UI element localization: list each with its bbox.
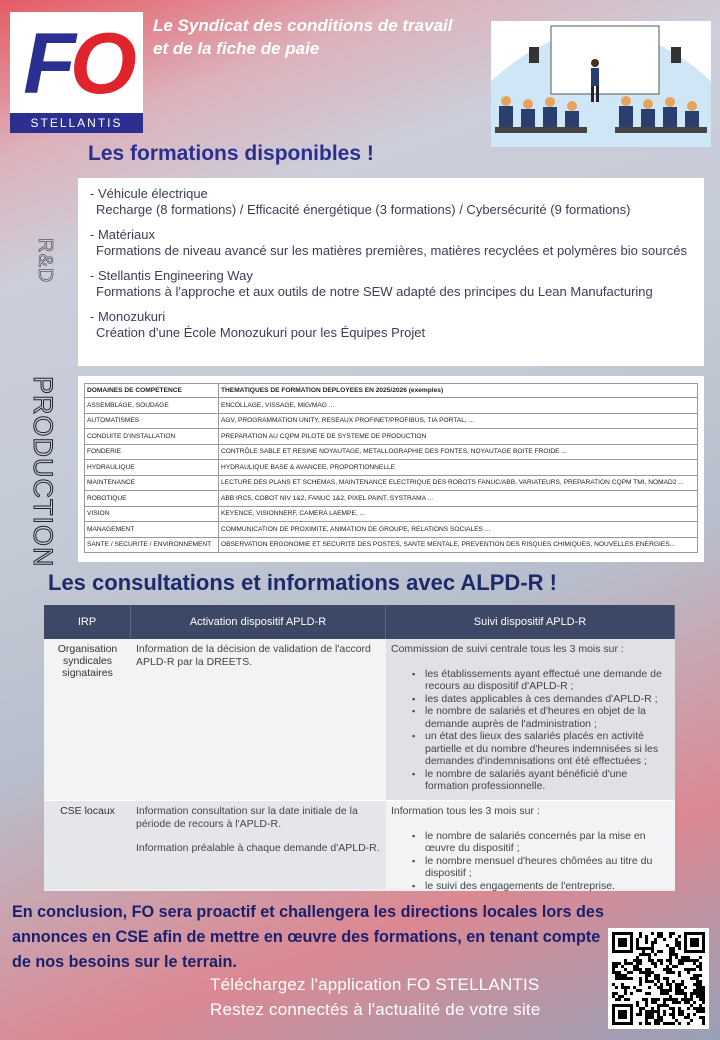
list-item: ▪ le nombre de salariés concernés par la mise en œuvre du dispositif ; [391,830,670,855]
apld-activation-cell [131,801,386,889]
download-line: Restez connectés à l'actualité de votre site [210,1000,541,1019]
table-row [85,506,698,522]
apld-suivi-cell [386,801,675,892]
table-cell: KEYENCE, VISIONNERF, CAMERA LAEMPE, ... [219,506,698,522]
rd-item-desc: Formations à l'approche et aux outils de notre SEW adapté des principes du Lean Manufacturing [96,284,653,299]
table-cell: CONTRÔLE SABLE ET RESINE NOYAUTAGE, METALLOGRAPHIE DES FONTES, NOYAUTAGE BOITE FROIDE ... [219,444,698,460]
rd-item-title: - Matériaux [90,227,156,242]
logo-brand: STELLANTIS [10,113,143,133]
apld-suivi-list [391,830,670,893]
list-item: ▪ un état des lieux des salariés placés en activité partielle et du nombre d'heures indemnisées si les demandes d'indemnisations ont été effectuées ; [391,730,670,768]
table-cell: ABB IRC5, COBOT NIV 1&2, FANUC 1&2, PIXEL PAINT, SYSTRAMA ... [219,491,698,507]
rd-item-title: - Monozukuri [90,309,166,324]
rd-item [90,186,692,219]
table-cell: HYDRAULIQUE [85,460,219,476]
table-cell: ROBOTIQUE [85,491,219,507]
table-cell: AUTOMATISMES [85,413,219,429]
apld-row [44,639,675,801]
download-text [210,972,541,1022]
rd-card [78,178,704,366]
rd-label: R&D [34,238,56,284]
table-cell: AGV, PROGRAMMATION UNITY, RESEAUX PROFINET/PROFIBUS, TIA PORTAL, ... [219,413,698,429]
apld-activation-text: Information de la décision de validation de l'accord APLD-R par la DREETS. [136,643,371,668]
logo-fo-text: FO [23,16,131,112]
table-cell: ASSEMBLAGE, SOUDAGE [85,398,219,414]
table-cell: MAINTENANCE [85,475,219,491]
table-cell: COMMUNICATION DE PROXIMITE, ANIMATION DE GROUPE, RELATIONS SOCIALES ... [219,522,698,538]
table-cell: ENCOLLAGE, VISSAGE, MIG/MAG ... [219,398,698,414]
list-item: ▪ le nombre mensuel d'heures chômées au titre du dispositif ; [391,855,670,880]
table-cell: SANTE / SECURITE / ENVIRONNEMENT [85,537,219,553]
table-cell: LECTURE DES PLANS ET SCHEMAS, MAINTENANCE ELECTRIQUE DES ROBOTS FANUC/ABB, VARIATEURS, PREPARATION CQPM TMI, NOMAD2 ... [219,475,698,491]
production-table [84,383,698,553]
table-cell: PREPARATION AU CQPM PILOTE DE SYSTEME DE PRODUCTION [219,429,698,445]
apld-activation-text: Information consultation sur la date initiale de la période de recours à l'APLD-R. [136,805,358,830]
table-cell: OBSERVATION ERGONOMIE ET SECURITE DES POSTES, SANTE MENTALE, PREVENTION DES RISQUES CHIMIQUES, NOUVELLES ENERGIES... [219,537,698,553]
table-header: DOMAINES DE COMPETENCE [85,384,219,398]
apld-irp-cell: Organisation syndicales signataires [44,639,131,800]
rd-item-title: - Stellantis Engineering Way [90,268,253,283]
table-row [85,522,698,538]
apld-row [44,801,675,892]
apld-irp-cell: CSE locaux [44,801,131,889]
table-row [85,475,698,491]
download-line: Téléchargez l'application FO STELLANTIS [210,975,540,994]
apld-activation-text: Information préalable à chaque demande d'APLD-R. [136,842,380,854]
table-cell: HYDRAULIQUE BASE & AVANCEE, PROPORTIONNELLE [219,460,698,476]
production-card [78,376,704,562]
table-header: THEMATIQUES DE FORMATION DEPLOYEES EN 2025/2026 (exemples) [219,384,698,398]
list-item: ▪ le nombre de salariés ayant bénéficié d'une formation professionnelle. [391,768,670,793]
list-item: ▪ le suivi des engagements de l'entreprise. [391,880,670,893]
table-cell: MANAGEMENT [85,522,219,538]
qr-code[interactable] [608,928,709,1029]
formations-title: Les formations disponibles ! [88,142,374,165]
table-row [85,413,698,429]
apld-suivi-intro: Information tous les 3 mois sur : [391,805,540,817]
consultations-title: Les consultations et informations avec ALPD-R ! [48,570,557,595]
apld-header-activation: Activation dispositif APLD-R [131,605,386,639]
table-cell: CONDUITE D'INSTALLATION [85,429,219,445]
production-label: PRODUCTION [28,376,58,568]
list-item: ▪ les établissements ayant effectué une demande de recours au dispositif d'APLD-R ; [391,668,670,693]
table-header-row [85,384,698,398]
apld-header-suivi: Suivi dispositif APLD-R [386,605,675,639]
table-row [85,429,698,445]
table-cell: FONDERIE [85,444,219,460]
table-row [85,491,698,507]
conference-illustration [491,21,711,147]
rd-item-desc: Création d'une École Monozukuri pour les Équipes Projet [96,325,426,340]
table-row [85,398,698,414]
apld-header-row [44,605,675,639]
apld-suivi-cell [386,639,675,800]
table-row [85,460,698,476]
table-row [85,444,698,460]
apld-table [44,605,675,891]
table-cell: VISION [85,506,219,522]
apld-activation-cell [131,639,386,800]
apld-suivi-intro: Commission de suivi centrale tous les 3 mois sur : [391,643,624,655]
rd-item-desc: Recharge (8 formations) / Efficacité énergétique (3 formations) / Cybersécurité (9 formations) [96,202,631,217]
apld-suivi-list [391,668,670,793]
list-item: ▪ le nombre de salariés et d'heures en objet de la demande auprès de l'administration ; [391,705,670,730]
apld-header-irp: IRP [44,605,131,639]
rd-item [90,309,692,342]
rd-item [90,227,692,260]
header-title: Le Syndicat des conditions de travail et de la fiche de paie [153,16,453,58]
conclusion-text: En conclusion, FO sera proactif et challengera les directions locales lors des annonces en CSE afin de mettre en œuvre des formations, en tenant compte de nos besoins sur le terrain. [12,903,604,971]
table-row [85,537,698,553]
rd-item-desc: Formations de niveau avancé sur les matières premières, matières recyclées et polymères bio sourcés [96,243,688,258]
rd-item-title: - Véhicule électrique [90,186,208,201]
fo-stellantis-logo [10,12,143,133]
rd-item [90,268,692,301]
list-item: ▪ les dates applicables à ces demandes d'APLD-R ; [391,693,670,706]
